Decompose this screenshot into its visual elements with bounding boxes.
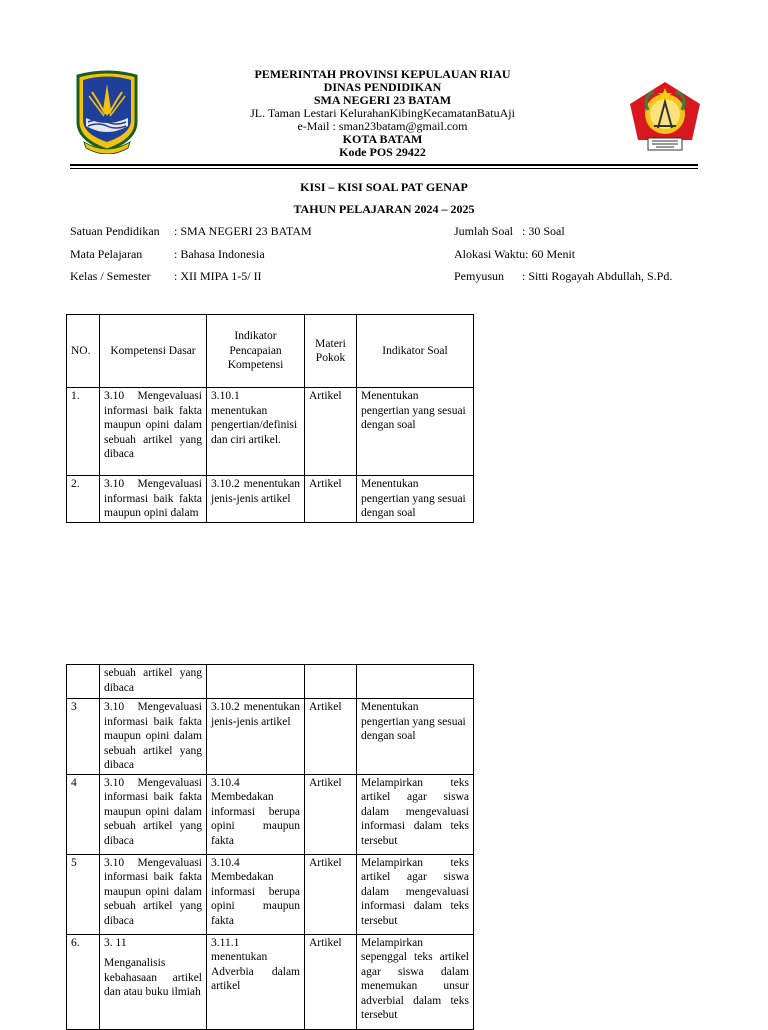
info-alokasi: Alokasi Waktu: 60 Menit [454, 247, 576, 261]
cell-kd [100, 934, 207, 1029]
doc-title: KISI – KISI SOAL PAT GENAP [300, 180, 468, 194]
info-kelas-label: Kelas / Semester [70, 269, 151, 283]
cell-soal: Menentukan pengertian yang sesuai dengan soal [357, 388, 474, 476]
cell-kd-number: 3. 11 [104, 936, 127, 949]
cell-materi: Artikel [305, 854, 357, 934]
table-row [67, 388, 474, 476]
cell-kd: sebuah artikel yang dibaca [100, 665, 207, 699]
cell-ipk [207, 934, 305, 1029]
cell-kd: 3.10 Mengevaluasi informasi baik fakta maupun opini dalam [100, 476, 207, 523]
cell-ipk-number: 3.10.1 [211, 390, 240, 402]
cell-no: 6. [67, 934, 100, 1029]
cell-materi: Artikel [305, 774, 357, 854]
school-logo [628, 80, 702, 154]
cell-soal: Melampirkan sepenggal teks artikel agar siswa dalam menemukan unsur adverbial dalam teks tersebut [357, 934, 474, 1029]
letterhead-divider-thin [70, 168, 698, 169]
letterhead-divider [70, 164, 698, 166]
table-header-row [67, 315, 474, 388]
cell-kd: 3.10 Mengevaluasi informasi baik fakta maupun opini dalam sebuah artikel yang dibaca [100, 699, 207, 775]
cell-ipk: 3.10.4 Membedakan informasi berupa opini maupun fakta [207, 774, 305, 854]
letterhead-city: KOTA BATAM [342, 132, 423, 146]
cell-soal: Melampirkan teks artikel agar siswa dalam mengevaluasi informasi dalam teks tersebut [357, 854, 474, 934]
letterhead-school: SMA NEGERI 23 BATAM [313, 93, 452, 107]
cell-no: 4 [67, 774, 100, 854]
letterhead-province: PEMERINTAH PROVINSI KEPULAUAN RIAU [254, 67, 511, 81]
cell-no: 5 [67, 854, 100, 934]
cell-materi: Artikel [305, 388, 357, 476]
info-jumlah-label: Jumlah Soal [454, 224, 513, 238]
cell-no: 1. [67, 388, 100, 476]
info-penyusun-value: : Sitti Rogayah Abdullah, S.Pd. [522, 269, 673, 283]
header-materi: Materi Pokok [305, 315, 357, 388]
cell-ipk: 3.10.4 Membedakan informasi berupa opini maupun fakta [207, 854, 305, 934]
info-mapel-label: Mata Pelajaran [70, 247, 143, 261]
cell-ipk [207, 388, 305, 476]
table-row [67, 854, 474, 934]
kisi-table [66, 314, 474, 523]
info-penyusun-label: Pemyusun [454, 269, 505, 283]
cell-soal: Menentukan pengertian yang sesuai dengan soal [357, 699, 474, 775]
cell-ipk [207, 665, 305, 699]
cell-materi: Artikel [305, 934, 357, 1029]
info-mapel-value: : Bahasa Indonesia [174, 247, 265, 261]
letterhead-postal: Kode POS 29422 [339, 145, 426, 159]
cell-no [67, 665, 100, 699]
cell-no: 3 [67, 699, 100, 775]
cell-materi [305, 665, 357, 699]
cell-soal: Melampirkan teks artikel agar siswa dalam mengevaluasi informasi dalam teks tersebut [357, 774, 474, 854]
cell-no: 2. [67, 476, 100, 523]
cell-ipk-text: menentukan pengertian/definisi dan ciri artikel. [211, 404, 298, 446]
kisi-table-continued [66, 664, 474, 1030]
cell-materi: Artikel [305, 476, 357, 523]
table-row [67, 699, 474, 775]
table-row [67, 934, 474, 1029]
cell-kd: 3.10 Mengevaluasi informasi baik fakta maupun opini dalam sebuah artikel yang dibaca [100, 854, 207, 934]
info-jumlah-value: : 30 Soal [522, 224, 565, 238]
header-no: NO. [67, 315, 100, 388]
letterhead [200, 68, 565, 159]
province-emblem [74, 70, 140, 154]
cell-ipk: 3.10.2 menentukan jenis-jenis artikel [207, 699, 305, 775]
cell-kd: 3.10 Mengevaluasi informasi baik fakta maupun opini dalam sebuah artikel yang dibaca [100, 774, 207, 854]
table-row [67, 476, 474, 523]
cell-kd: 3.10 Mengevaluasi informasi baik fakta maupun opini dalam sebuah artikel yang dibaca [100, 388, 207, 476]
table-row [67, 774, 474, 854]
header-ipk: Indikator Pencapaian Kompetensi [207, 315, 305, 388]
cell-kd-text: Menganalisis kebahasaan artikel dan atau buku ilmiah [104, 957, 202, 998]
cell-soal [357, 665, 474, 699]
cell-materi: Artikel [305, 699, 357, 775]
letterhead-email: e-Mail : sman23batam@gmail.com [297, 119, 468, 133]
cell-ipk-number: 3.11.1 [211, 936, 240, 949]
info-satuan-value: : SMA NEGERI 23 BATAM [174, 224, 312, 238]
info-kelas-value: : XII MIPA 1-5/ II [174, 269, 262, 283]
header-soal: Indikator Soal [357, 315, 474, 388]
cell-ipk: 3.10.2 menentukan jenis-jenis artikel [207, 476, 305, 523]
table-row-continuation [67, 665, 474, 699]
cell-soal: Menentukan pengertian yang sesuai dengan soal [357, 476, 474, 523]
letterhead-department: DINAS PENDIDIKAN [323, 80, 442, 94]
doc-subtitle: TAHUN PELAJARAN 2024 – 2025 [293, 202, 475, 216]
letterhead-address: JL. Taman Lestari KelurahanKibingKecamatanBatuAji [250, 106, 515, 120]
info-satuan-label: Satuan Pendidikan [70, 224, 160, 238]
header-kd: Kompetensi Dasar [100, 315, 207, 388]
cell-ipk-text: menentukan Adverbia dalam artikel [211, 951, 300, 992]
